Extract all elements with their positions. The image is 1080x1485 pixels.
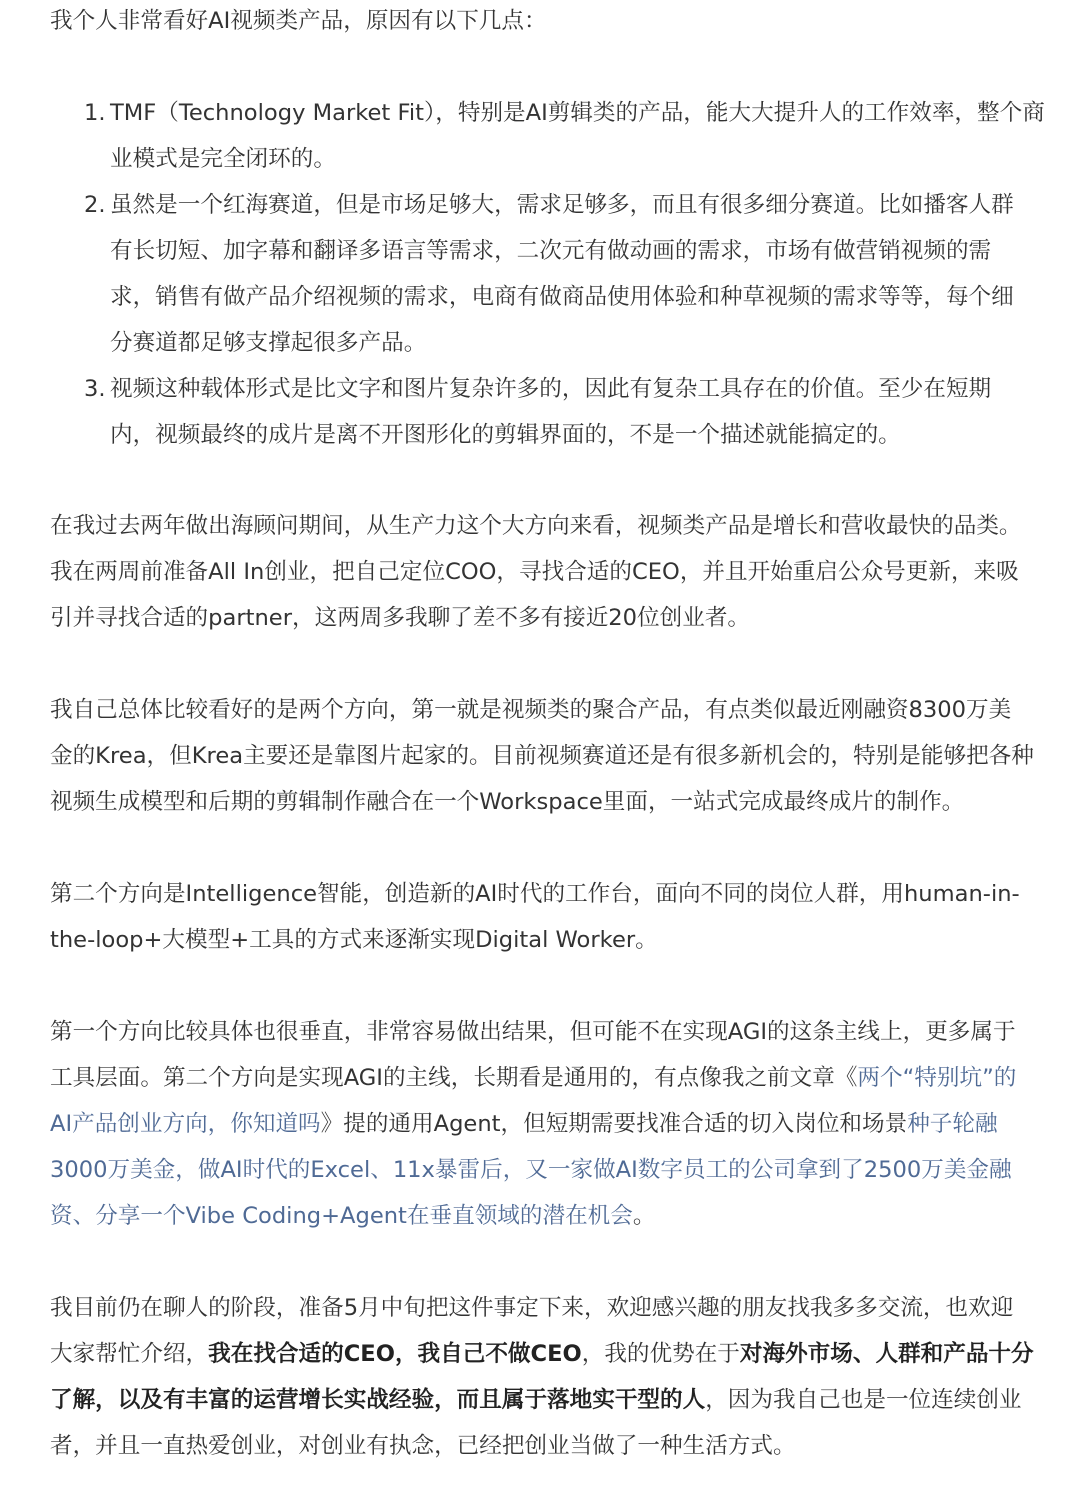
paragraph-with-links: [50, 1009, 1040, 1239]
paragraph-line: 我在两周前准备All In创业，把自己定位COO，寻找合适的CEO，并且开始重启公众号更新，来吸: [50, 559, 1019, 585]
paragraph-text: ，我的优势在于: [581, 1341, 740, 1367]
paragraph: [50, 687, 1040, 825]
list-text: 虽然是一个红海赛道，但是市场足够大，需求足够多，而且有很多细分赛道。比如播客人群: [110, 192, 1014, 218]
list-text: 有长切短、加字幕和翻译多语言等需求，二次元有做动画的需求，市场有做营销视频的需: [110, 238, 992, 264]
list-number: 2.: [84, 192, 106, 218]
list-text: 求，销售有做产品介绍视频的需求，电商有做商品使用体验和种草视频的需求等等，每个细: [110, 284, 1014, 310]
article-link-two-pitfalls[interactable]: 两个“特别坑”的: [857, 1065, 1017, 1091]
paragraph-line: 金的Krea，但Krea主要还是靠图片起家的。目前视频赛道还是有很多新机会的，特别是能够把各种: [50, 743, 1034, 769]
article-link-11x[interactable]: 11x暴雷后，又一家做AI数字员工的公司拿到了2500万美金融: [392, 1157, 1012, 1183]
paragraph-text: 工具层面。第二个方向是实现AGI的主线，长期看是通用的，有点像我之前文章《: [50, 1065, 858, 1091]
list-text: 内，视频最终的成片是离不开图形化的剪辑界面的，不是一个描述就能搞定的。: [110, 422, 901, 448]
list-number: 1.: [84, 100, 106, 126]
article-link-two-pitfalls[interactable]: AI产品创业方向，你知道吗: [50, 1111, 321, 1137]
paragraph: [50, 871, 1040, 963]
link-separator: 、: [72, 1203, 96, 1229]
paragraph-text: ，因为我自己也是一位连续创业: [705, 1387, 1022, 1413]
list-text: 分赛道都足够支撑起很多产品。: [110, 330, 427, 356]
list-item: [84, 90, 1045, 182]
paragraph-line: 我目前仍在聊人的阶段，准备5月中旬把这件事定下来，欢迎感兴趣的朋友找我多多交流，也欢迎: [50, 1295, 1014, 1321]
intro-paragraph: [50, 0, 1040, 44]
list-text: TMF（Technology Market Fit），特别是AI剪辑类的产品，能大大提升人的工作效率，整个商: [110, 100, 1045, 126]
article-link-excel[interactable]: 3000万美金，做AI时代的Excel: [50, 1157, 371, 1183]
list-item: [84, 366, 1040, 458]
list-text: 视频这种载体形式是比文字和图片复杂许多的，因此有复杂工具存在的价值。至少在短期: [110, 376, 992, 402]
list-item: [84, 182, 1040, 366]
paragraph-text: 大家帮忙介绍，: [50, 1341, 209, 1367]
paragraph-text: 。: [632, 1203, 656, 1229]
intro-line: 我个人非常看好AI视频类产品，原因有以下几点：: [50, 8, 547, 34]
paragraph-line: 视频生成模型和后期的剪辑制作融合在一个Workspace里面，一站式完成最终成片的制作。: [50, 789, 965, 815]
paragraph-text: 》提的通用Agent，但短期需要找准合适的切入岗位和场景: [320, 1111, 908, 1137]
paragraph-line: the-loop+大模型+工具的方式来逐渐实现Digital Worker。: [50, 927, 658, 953]
bold-text: 了解，以及有丰富的运营增长实战经验，而且属于落地实干型的人: [50, 1387, 706, 1413]
paragraph-line: 者，并且一直热爱创业，对创业有执念，已经把创业当做了一种生活方式。: [50, 1433, 796, 1459]
paragraph-line: 第二个方向是Intelligence智能，创造新的AI时代的工作台，面向不同的岗位人群，用human-in-: [50, 881, 1020, 907]
paragraph: [50, 503, 1040, 641]
paragraph-line: 第一个方向比较具体也很垂直，非常容易做出结果，但可能不在实现AGI的这条主线上，更多属于: [50, 1019, 1016, 1045]
article-link-11x[interactable]: 资: [50, 1203, 73, 1229]
list-number: 3.: [84, 376, 106, 402]
article-link-excel[interactable]: 种子轮融: [907, 1111, 998, 1137]
bold-text: 对海外市场、人群和产品十分: [739, 1341, 1034, 1367]
paragraph-line: 引并寻找合适的partner，这两周多我聊了差不多有接近20位创业者。: [50, 605, 751, 631]
bold-text: 我在找合适的CEO，我自己不做CEO: [208, 1341, 582, 1367]
reasons-list: [84, 90, 1045, 458]
paragraph-line: 在我过去两年做出海顾问期间，从生产力这个大方向来看，视频类产品是增长和营收最快的品类。: [50, 513, 1022, 539]
article-link-vibe-coding[interactable]: 分享一个Vibe Coding+Agent在垂直领域的潜在机会: [95, 1203, 633, 1229]
list-text: 业模式是完全闭环的。: [110, 146, 336, 172]
paragraph-line: 我自己总体比较看好的是两个方向，第一就是视频类的聚合产品，有点类似最近刚融资8300万美: [50, 697, 1012, 723]
paragraph-closing: [50, 1285, 1040, 1469]
link-separator: 、: [370, 1157, 393, 1183]
